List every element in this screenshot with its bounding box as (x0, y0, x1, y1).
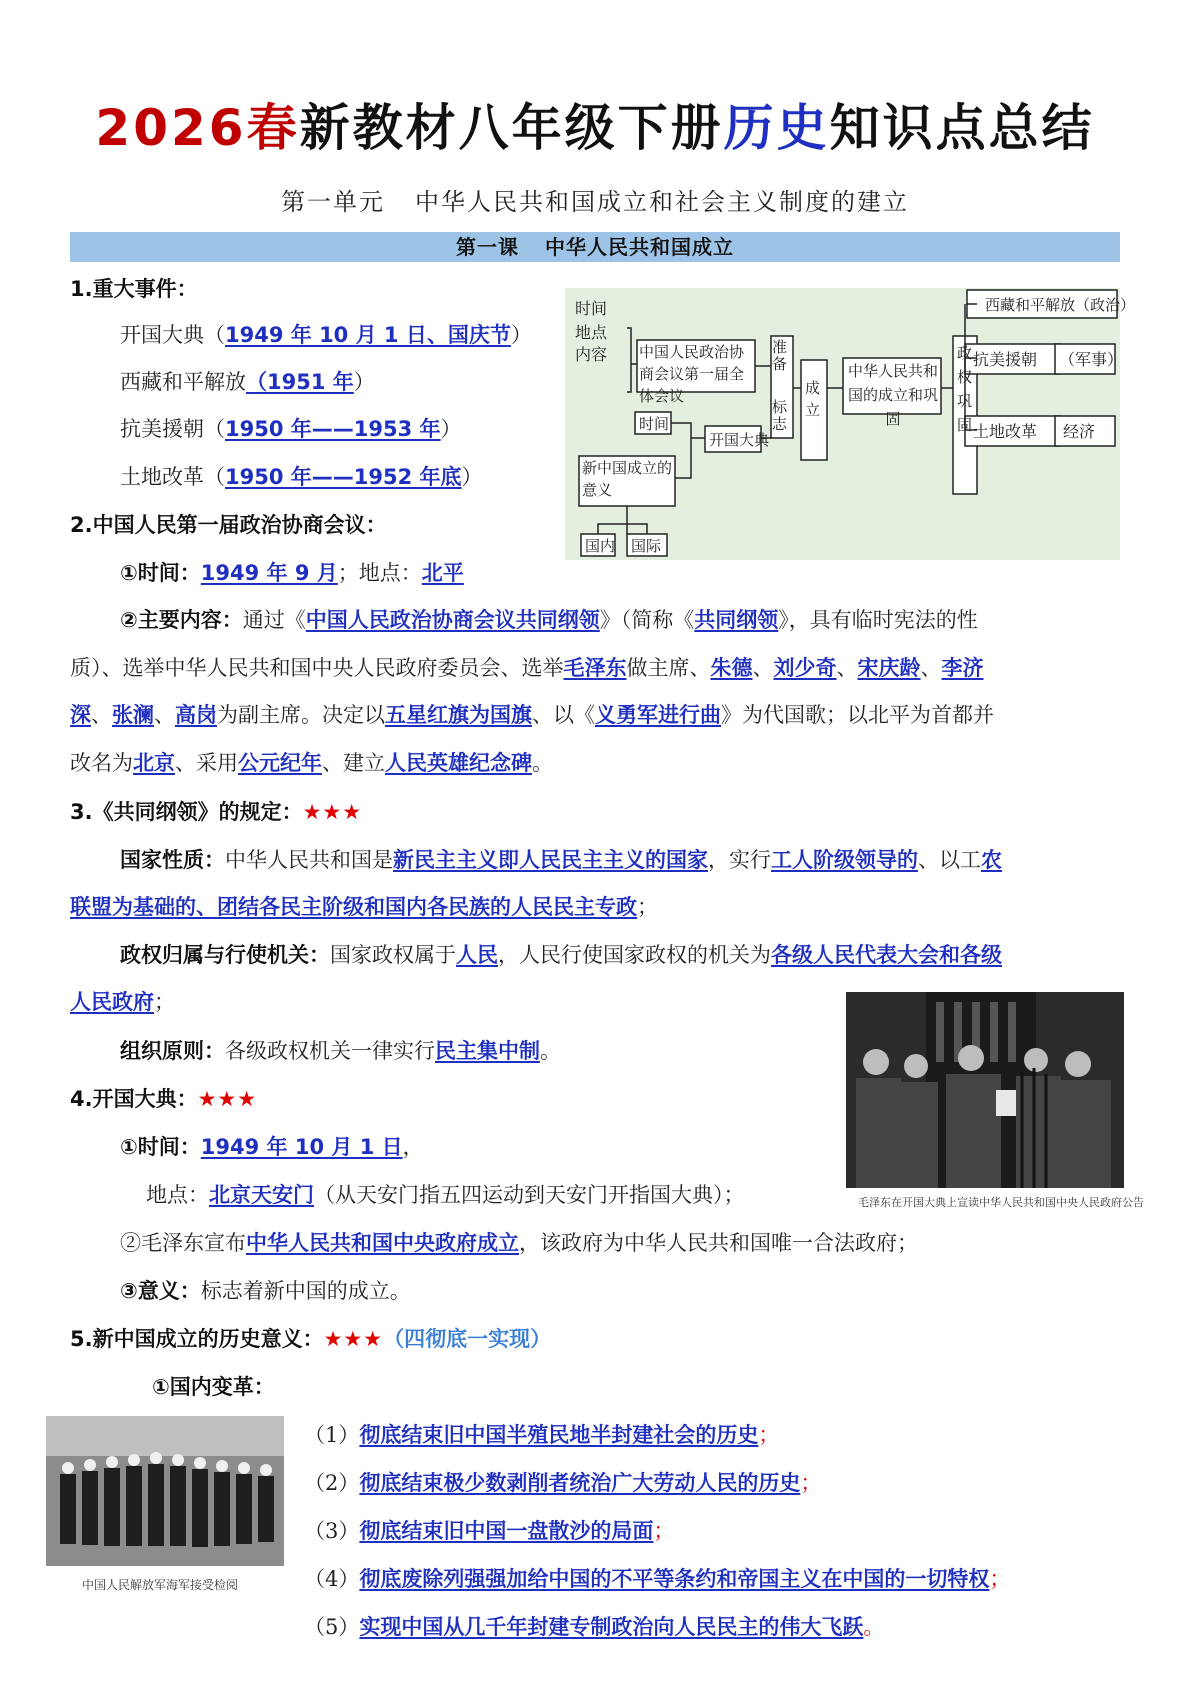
list-item (304, 1564, 1010, 1594)
s1-event-2: 西藏和平解放（1951 年） (120, 370, 375, 394)
diagram-korea: 抗美援朝 (973, 352, 1038, 369)
list-item-end: ； (758, 1423, 780, 1447)
s5-sub: ①国内变革： (152, 1375, 275, 1399)
list-item-end: ； (989, 1567, 1011, 1591)
ceremony-photo (846, 992, 1124, 1188)
title-part2: 知识点总结 (829, 99, 1095, 157)
list-item-number: （4） (304, 1567, 360, 1591)
list-item-text: 彻底结束旧中国一盘散沙的局面 (359, 1519, 654, 1543)
title-part1: 新教材八年级下册 (299, 99, 724, 157)
s5-stars: ★★★ (323, 1327, 384, 1351)
diagram-establish: 成立 (805, 381, 821, 419)
s3-stars: ★★★ (302, 800, 363, 824)
s4-time: ①时间：1949 年 10 月 1 日， (120, 1135, 424, 1159)
diagram-ceremony: 开国大典 (709, 433, 770, 449)
diagram-time2: 时间 (639, 417, 670, 433)
list-item-text: 彻底结束极少数剥削者统治广大劳动人民的历史 (359, 1471, 801, 1495)
unit-name: 中华人民共和国成立和社会主义制度的建立 (415, 188, 909, 216)
lesson-bar (70, 232, 1120, 262)
s5-note: （四彻底一实现） (383, 1326, 552, 1351)
s1-heading: 1.重大事件： (70, 277, 198, 301)
diagram-military: （军事） (1059, 352, 1124, 369)
s4-place: 地点：北京天安门（从天安门指五四运动到天安门开指国大典）； (146, 1183, 745, 1207)
s4-p2: ②毛泽东宣布中华人民共和国中央政府成立，该政府为中华人民共和国唯一合法政府； (120, 1231, 918, 1255)
navy-photo (46, 1416, 284, 1566)
s5-heading: 5.新中国成立的历史意义：★★★（四彻底一实现） (70, 1326, 552, 1351)
diagram-conference: 中国人民政治协商会议第一届全体会议 (639, 345, 745, 405)
s3-p1-line-2: 联盟为基础的、团结各民主阶级和国内各民族的人民民主专政； (70, 895, 658, 919)
s3-p3: 组织原则：各级政权机关一律实行民主集中制。 (120, 1039, 561, 1063)
diagram-economy: 经济 (1063, 424, 1096, 441)
list-item-number: （2） (304, 1471, 360, 1495)
s3-p2-line-1: 政权归属与行使机关：国家政权属于人民，人民行使国家政权的机关为各级人民代表大会和各级 (120, 943, 1002, 967)
list-item-text: 彻底废除列强强加给中国的不平等条约和帝国主义在中国的一切特权 (359, 1567, 990, 1591)
s1-event-3: 抗美援朝（1950 年——1953 年） (120, 417, 462, 441)
s2-content-line-1: ②主要内容：通过《中国人民政治协商会议共同纲领》（简称《共同纲领》，具有临时宪法的性 (120, 608, 978, 632)
diagram-consolidate: 政权巩固 (957, 346, 973, 434)
title-year: 2026 (95, 99, 247, 157)
diagram-center: 中华人民共和国的成立和巩固 (847, 364, 938, 428)
diagram-international: 国际 (631, 539, 662, 555)
navy-photo-art (46, 1416, 284, 1566)
s4-stars: ★★★ (197, 1087, 258, 1111)
diagram-content: 内容 (575, 347, 608, 364)
list-item-number: （1） (304, 1423, 360, 1447)
s2-heading: 2.中国人民第一届政治协商会议： (70, 513, 387, 537)
s3-p1-line-1: 国家性质：中华人民共和国是新民主主义即人民民主主义的国家，实行工人阶级领导的、以工农 (120, 848, 1002, 872)
list-item-end: 。 (863, 1615, 885, 1639)
list-item-number: （5） (304, 1615, 360, 1639)
s2-time-place: ①时间：1949 年 9 月；地点：北平 (120, 561, 464, 585)
lesson-name: 中华人民共和国成立 (545, 235, 734, 259)
list-item-text: 实现中国从几千年封建专制政治向人民民主的伟大飞跃 (359, 1615, 864, 1639)
ceremony-photo-caption: 毛泽东在开国大典上宣读中华人民共和国中央人民政府公告 (858, 1196, 1144, 1209)
s4-p3: ③意义：标志着新中国的成立。 (120, 1279, 411, 1303)
list-item-end: ； (653, 1519, 675, 1543)
unit-title (0, 182, 1190, 217)
diagram-significance: 新中国成立的意义 (582, 461, 673, 499)
diagram-sign: 标志 (772, 400, 788, 433)
list-item (304, 1420, 779, 1450)
s2-content-line-3: 深、张澜、高岗为副主席。决定以五星红旗为国旗、以《义勇军进行曲》为代国歌；以北平为首都并 (70, 703, 994, 727)
list-item-end: ； (800, 1471, 822, 1495)
diagram-land: 土地改革 (973, 424, 1038, 441)
diagram-place: 地点 (575, 325, 608, 342)
lesson-label: 第一课 (456, 235, 519, 259)
navy-photo-caption: 中国人民解放军海军接受检阅 (82, 1578, 239, 1592)
s2-content-line-2: 质）、选举中华人民共和国中央人民政府委员会、选举毛泽东做主席、朱德、刘少奇、宋庆龄、李济 (70, 656, 984, 680)
s1-event-1: 开国大典（1949 年 10 月 1 日、国庆节） (120, 323, 532, 347)
diagram-time: 时间 (575, 301, 608, 318)
diagram-prepare: 准备 (772, 340, 788, 373)
list-item-number: （3） (304, 1519, 360, 1543)
list-item (304, 1612, 884, 1642)
page-title (0, 88, 1190, 160)
title-subject: 历史 (723, 99, 830, 157)
title-spring: 春 (246, 99, 300, 157)
s2-content-line-4: 改名为北京、采用公元纪年、建立人民英雄纪念碑。 (70, 751, 553, 775)
list-item-text: 彻底结束旧中国半殖民地半封建社会的历史 (359, 1423, 759, 1447)
diagram-domestic: 国内 (585, 539, 616, 555)
unit-label: 第一单元 (281, 188, 385, 216)
list-item (304, 1516, 674, 1546)
s3-p2-line-2: 人民政府； (70, 990, 175, 1014)
s3-heading: 3.《共同纲领》的规定：★★★ (70, 800, 363, 824)
knowledge-diagram (565, 288, 1136, 560)
ceremony-photo-art (846, 992, 1124, 1188)
list-item (304, 1468, 821, 1498)
diagram-tibet: 西藏和平解放（政治） (985, 298, 1136, 314)
s1-event-4: 土地改革（1950 年——1952 年底） (120, 465, 483, 489)
s4-heading: 4.开国大典：★★★ (70, 1087, 258, 1111)
